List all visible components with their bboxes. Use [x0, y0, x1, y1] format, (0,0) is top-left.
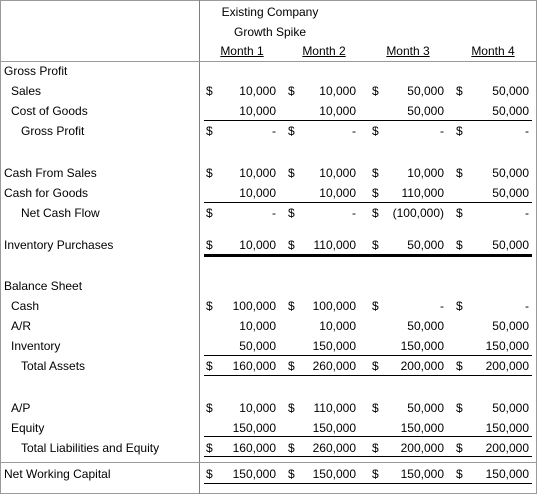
value-cell: 50,000 [492, 104, 529, 118]
value-cell: 100,000 [232, 299, 276, 313]
table-row [0, 336, 537, 356]
currency-symbol: $ [206, 467, 213, 481]
currency-symbol: $ [372, 467, 379, 481]
total-rule [204, 456, 532, 457]
value-cell [294, 61, 356, 81]
subtotal-rule [204, 202, 532, 203]
value-cell [378, 276, 444, 296]
value-cell: 200,000 [400, 441, 444, 455]
value-cell [294, 276, 356, 296]
value-cell: 50,000 [492, 186, 529, 200]
value-cell: - [440, 299, 444, 313]
value-cell: 110,000 [313, 238, 356, 252]
table-row [0, 464, 537, 484]
header-title-row [0, 2, 537, 22]
value-cell: - [272, 206, 276, 220]
currency-symbol: $ [288, 467, 295, 481]
double-rule [204, 254, 532, 257]
value-cell: 10,000 [239, 186, 276, 200]
value-cell: 160,000 [232, 441, 276, 455]
currency-symbol: $ [456, 206, 463, 220]
currency-symbol: $ [288, 166, 295, 180]
value-cell: 50,000 [407, 104, 444, 118]
row-label: Total Liabilities and Equity [21, 441, 160, 455]
currency-symbol: $ [288, 441, 295, 455]
currency-symbol: $ [206, 359, 213, 373]
currency-symbol: $ [288, 124, 295, 138]
currency-symbol: $ [206, 401, 213, 415]
table-row [0, 316, 537, 336]
value-cell [462, 61, 529, 81]
row-label: A/R [11, 319, 32, 333]
currency-symbol: $ [206, 238, 213, 252]
currency-symbol: $ [372, 186, 379, 200]
row-label: Cost of Goods [11, 104, 88, 118]
table-row [0, 418, 537, 438]
row-label: A/P [11, 401, 31, 415]
value-cell: 150,000 [312, 467, 356, 481]
value-cell: - [440, 124, 444, 138]
row-label: Inventory [11, 339, 61, 353]
row-divider [0, 462, 537, 463]
currency-symbol: $ [206, 441, 213, 455]
value-cell [214, 61, 276, 81]
value-cell: 50,000 [492, 401, 529, 415]
row-label: Net Working Capital [4, 467, 111, 481]
value-cell: 150,000 [312, 421, 356, 435]
value-cell: 150,000 [400, 421, 444, 435]
currency-symbol: $ [372, 166, 379, 180]
value-cell: 10,000 [319, 319, 356, 333]
row-label: Total Assets [21, 359, 86, 373]
table-row [0, 356, 537, 376]
row-label: Gross Profit [21, 124, 85, 138]
currency-symbol: $ [372, 441, 379, 455]
value-cell [378, 61, 444, 81]
currency-symbol: $ [206, 124, 213, 138]
row-label: Inventory Purchases [4, 238, 114, 252]
table-row [0, 121, 537, 141]
row-label: Cash for Goods [4, 186, 89, 200]
table-row [0, 81, 537, 101]
currency-symbol: $ [372, 206, 379, 220]
row-label: Equity [11, 421, 45, 435]
month-header: Month 4 [471, 44, 515, 58]
value-cell: - [525, 206, 529, 220]
table-row [0, 398, 537, 418]
value-cell: - [272, 124, 276, 138]
currency-symbol: $ [372, 124, 379, 138]
value-cell: 200,000 [400, 359, 444, 373]
value-cell: 50,000 [407, 319, 444, 333]
value-cell: 10,000 [319, 104, 356, 118]
row-label: Sales [11, 84, 42, 98]
table-row [0, 438, 537, 458]
currency-symbol: $ [288, 206, 295, 220]
currency-symbol: $ [372, 401, 379, 415]
value-cell: 50,000 [492, 84, 529, 98]
currency-symbol: $ [456, 299, 463, 313]
value-cell: 160,000 [232, 359, 276, 373]
currency-symbol: $ [372, 299, 379, 313]
value-cell: - [352, 206, 356, 220]
table-row [0, 183, 537, 203]
currency-symbol: $ [456, 467, 463, 481]
total-rule [204, 483, 532, 484]
table-row [0, 101, 537, 121]
value-cell: 10,000 [239, 238, 276, 252]
subtotal-rule [204, 120, 532, 121]
month-header: Month 1 [220, 44, 264, 58]
value-cell: 150,000 [400, 467, 444, 481]
currency-symbol: $ [456, 84, 463, 98]
currency-symbol: $ [456, 238, 463, 252]
currency-symbol: $ [206, 299, 213, 313]
value-cell: 200,000 [485, 441, 529, 455]
total-rule [204, 375, 532, 376]
value-cell: 10,000 [239, 104, 276, 118]
month-header: Month 2 [302, 44, 346, 58]
currency-symbol: $ [456, 124, 463, 138]
currency-symbol: $ [206, 166, 213, 180]
table-row [0, 163, 537, 183]
value-cell: 150,000 [232, 421, 276, 435]
value-cell: 110,000 [313, 401, 356, 415]
currency-symbol: $ [288, 401, 295, 415]
value-cell: 110,000 [401, 186, 444, 200]
title-line-2: Growth Spike [233, 25, 307, 39]
value-cell: 200,000 [485, 359, 529, 373]
value-cell [214, 276, 276, 296]
header-subtitle-row [0, 22, 537, 42]
currency-symbol: $ [288, 299, 295, 313]
value-cell: 10,000 [239, 401, 276, 415]
value-cell: 50,000 [492, 166, 529, 180]
value-cell: 50,000 [407, 238, 444, 252]
row-label: Cash [11, 299, 40, 313]
value-cell: 260,000 [312, 359, 356, 373]
value-cell: 150,000 [232, 467, 276, 481]
value-cell: - [352, 124, 356, 138]
value-cell [462, 276, 529, 296]
currency-symbol: $ [456, 359, 463, 373]
row-label: Cash From Sales [4, 166, 97, 180]
value-cell: 260,000 [312, 441, 356, 455]
row-label: Net Cash Flow [21, 206, 100, 220]
row-label: Balance Sheet [4, 279, 83, 293]
value-cell: 50,000 [407, 401, 444, 415]
value-cell: 150,000 [400, 339, 444, 353]
header-months-row [0, 41, 537, 61]
value-cell: 10,000 [239, 84, 276, 98]
currency-symbol: $ [372, 84, 379, 98]
value-cell: 50,000 [492, 238, 529, 252]
currency-symbol: $ [206, 206, 213, 220]
table-row [0, 296, 537, 316]
value-cell: 10,000 [239, 166, 276, 180]
currency-symbol: $ [456, 441, 463, 455]
value-cell: 10,000 [239, 319, 276, 333]
currency-symbol: $ [372, 238, 379, 252]
value-cell: 50,000 [239, 339, 276, 353]
table-row [0, 203, 537, 223]
subtotal-rule [204, 355, 532, 356]
currency-symbol: $ [372, 359, 379, 373]
table-row [0, 235, 537, 255]
month-header: Month 3 [386, 44, 430, 58]
currency-symbol: $ [288, 84, 295, 98]
value-cell: - [525, 124, 529, 138]
value-cell: 150,000 [485, 339, 529, 353]
value-cell: 50,000 [407, 84, 444, 98]
currency-symbol: $ [456, 401, 463, 415]
currency-symbol: $ [288, 238, 295, 252]
row-label: Gross Profit [4, 64, 68, 78]
value-cell: 10,000 [319, 166, 356, 180]
currency-symbol: $ [206, 84, 213, 98]
value-cell: - [525, 299, 529, 313]
value-cell: 10,000 [319, 84, 356, 98]
value-cell: 150,000 [485, 467, 529, 481]
currency-symbol: $ [288, 359, 295, 373]
table-row [0, 276, 537, 296]
title-line-1: Existing Company [221, 5, 319, 19]
value-cell: 150,000 [312, 339, 356, 353]
value-cell: 150,000 [485, 421, 529, 435]
table-row [0, 61, 537, 81]
value-cell: 10,000 [407, 166, 444, 180]
value-cell: (100,000) [392, 206, 444, 220]
value-cell: 50,000 [492, 319, 529, 333]
subtotal-rule [204, 436, 532, 437]
currency-symbol: $ [456, 166, 463, 180]
value-cell: 10,000 [319, 186, 356, 200]
value-cell: 100,000 [312, 299, 356, 313]
